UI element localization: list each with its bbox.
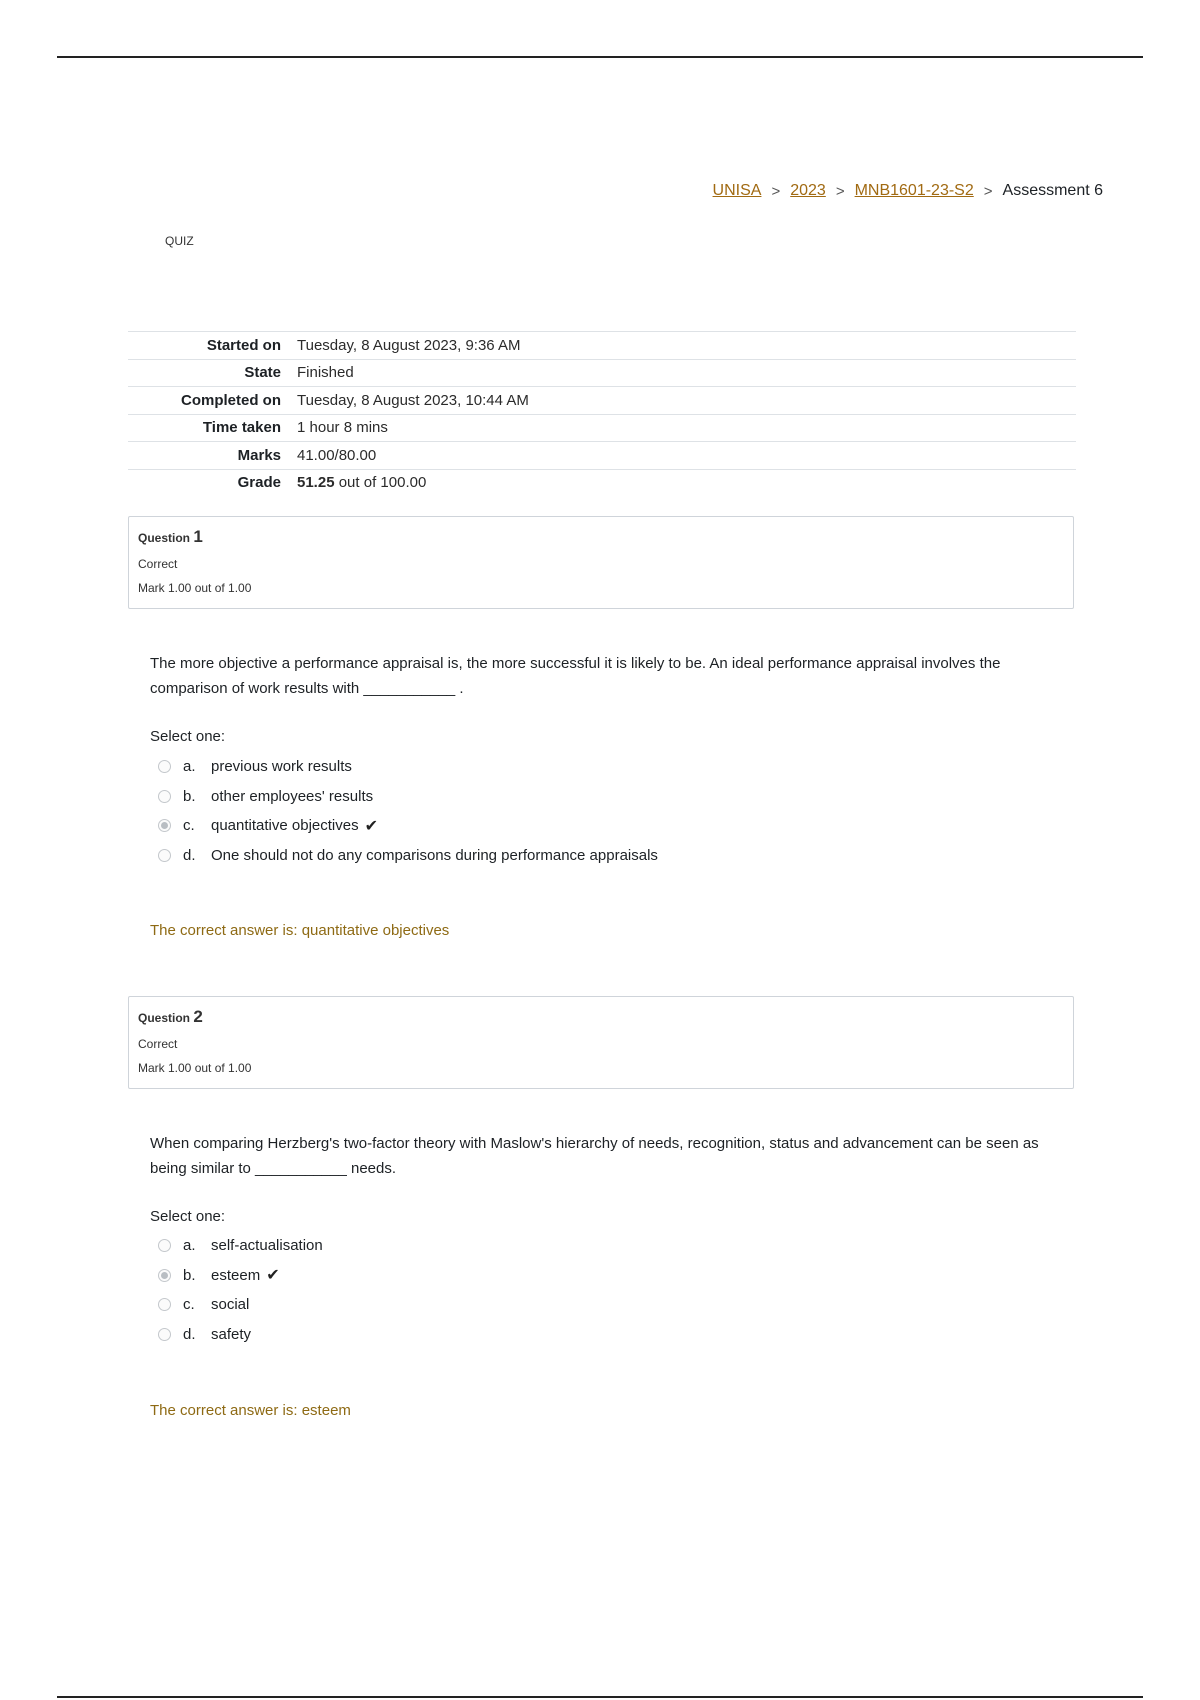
answer-option-a[interactable] <box>158 1231 323 1261</box>
correct-answer-feedback: The correct answer is: quantitative objectives <box>150 922 450 939</box>
select-one-label: Select one: <box>150 728 226 745</box>
summary-label: Time taken <box>128 414 297 442</box>
question-text: When comparing Herzberg's two-factor theory with Maslow's hierarchy of needs, recognition, status and advancement can be seen as being similar to ___________ needs. <box>150 1135 1039 1177</box>
summary-label: Marks <box>128 442 297 470</box>
option-letter: d. <box>183 1325 196 1343</box>
option-text: safety <box>211 1325 252 1343</box>
option-text: previous work results <box>211 758 352 776</box>
option-text: self-actualisation <box>211 1237 323 1255</box>
summary-value: Tuesday, 8 August 2023, 10:44 AM <box>297 387 1076 415</box>
summary-value: Finished <box>297 359 1076 387</box>
summary-value: Tuesday, 8 August 2023, 9:36 AM <box>297 332 1076 360</box>
select-one-label: Select one: <box>150 1208 226 1225</box>
answer-options <box>158 752 658 870</box>
answer-option-b[interactable] <box>158 1261 323 1291</box>
radio-button[interactable] <box>158 790 171 803</box>
summary-row <box>128 332 1076 360</box>
bottom-rule <box>57 1696 1143 1698</box>
summary-row <box>128 414 1076 442</box>
answer-option-d[interactable] <box>158 841 658 871</box>
option-text: social <box>211 1296 250 1314</box>
answer-option-c[interactable] <box>158 1290 323 1320</box>
summary-row <box>128 359 1076 387</box>
radio-button[interactable] <box>158 1328 171 1341</box>
chevron-right-icon: > <box>771 182 781 200</box>
answer-option-d[interactable] <box>158 1320 323 1350</box>
summary-label: Grade <box>128 469 297 496</box>
question-prefix: Question <box>138 531 191 545</box>
breadcrumb-link-course[interactable]: MNB1601-23-S2 <box>854 182 974 199</box>
page-type-label: QUIZ <box>165 234 194 248</box>
summary-value: 1 hour 8 mins <box>297 414 1076 442</box>
option-text: esteem <box>211 1266 261 1284</box>
answer-options <box>158 1231 323 1349</box>
breadcrumb <box>713 182 1103 200</box>
question-number <box>138 1007 1064 1027</box>
option-letter: c. <box>183 817 195 835</box>
question-number-value: 1 <box>193 527 203 546</box>
summary-row <box>128 387 1076 415</box>
option-letter: c. <box>183 1296 195 1314</box>
question-mark: Mark 1.00 out of 1.00 <box>138 1061 252 1075</box>
grade-value: 51.25 <box>297 474 335 492</box>
summary-row <box>128 469 1076 496</box>
question-status: Correct <box>138 557 178 571</box>
summary-row <box>128 442 1076 470</box>
summary-label: Started on <box>128 332 297 360</box>
option-letter: d. <box>183 846 196 864</box>
option-text: One should not do any comparisons during performance appraisals <box>211 846 658 864</box>
question-number <box>138 527 1064 547</box>
question-mark: Mark 1.00 out of 1.00 <box>138 581 252 595</box>
question-info-box <box>128 516 1074 609</box>
radio-button-selected[interactable] <box>158 1269 171 1282</box>
option-text: quantitative objectives <box>211 817 359 835</box>
summary-value: 41.00/80.00 <box>297 442 1076 470</box>
summary-label: State <box>128 359 297 387</box>
radio-button[interactable] <box>158 760 171 773</box>
answer-option-a[interactable] <box>158 752 658 782</box>
question-status: Correct <box>138 1037 178 1051</box>
radio-button[interactable] <box>158 1239 171 1252</box>
summary-value <box>297 469 1076 496</box>
option-letter: a. <box>183 758 196 776</box>
breadcrumb-link-unisa[interactable]: UNISA <box>712 182 762 199</box>
radio-button[interactable] <box>158 1298 171 1311</box>
option-text: other employees' results <box>211 787 374 805</box>
summary-label: Completed on <box>128 387 297 415</box>
question-prefix: Question <box>138 1011 191 1025</box>
grade-suffix: out of 100.00 <box>334 474 427 492</box>
radio-button[interactable] <box>158 849 171 862</box>
checkmark-icon: ✔ <box>364 817 378 835</box>
attempt-summary-table <box>128 331 1076 496</box>
chevron-right-icon: > <box>983 182 993 200</box>
question-text: The more objective a performance appraisal is, the more successful it is likely to be. An ideal performance appraisal involves the comparison of work results with ___________ . <box>150 655 1001 697</box>
option-letter: a. <box>183 1237 196 1255</box>
breadcrumb-current: Assessment 6 <box>1002 182 1103 199</box>
checkmark-icon: ✔ <box>266 1267 280 1285</box>
question-info-box <box>128 996 1074 1089</box>
top-rule <box>57 56 1143 58</box>
answer-option-c[interactable] <box>158 811 658 841</box>
question-number-value: 2 <box>193 1007 203 1026</box>
chevron-right-icon: > <box>835 182 845 200</box>
radio-button-selected[interactable] <box>158 819 171 832</box>
answer-option-b[interactable] <box>158 782 658 812</box>
correct-answer-feedback: The correct answer is: esteem <box>150 1402 351 1419</box>
breadcrumb-link-year[interactable]: 2023 <box>790 182 826 199</box>
option-letter: b. <box>183 787 196 805</box>
option-letter: b. <box>183 1266 196 1284</box>
